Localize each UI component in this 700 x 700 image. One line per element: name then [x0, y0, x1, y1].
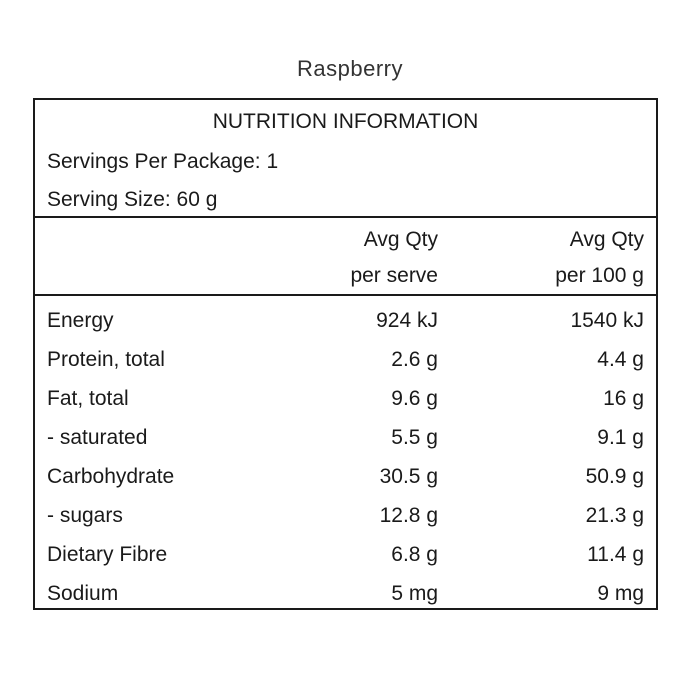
nutrient-name: - sugars [47, 504, 123, 527]
table-row [35, 577, 656, 616]
per-100g-value: 50.9 g [585, 465, 644, 488]
per-serve-value: 6.8 g [391, 543, 438, 566]
col-per-100g-header-line1: Avg Qty [569, 228, 644, 251]
per-100g-value: 11.4 g [587, 543, 644, 566]
per-100g-value: 21.3 g [585, 504, 644, 527]
table-row [35, 538, 656, 577]
nutrient-name: Fat, total [47, 387, 129, 410]
panel-heading: NUTRITION INFORMATION [212, 110, 479, 133]
per-100g-value: 1540 kJ [570, 309, 644, 332]
table-row [35, 343, 656, 382]
per-serve-value: 12.8 g [379, 504, 438, 527]
nutrient-name: - saturated [47, 426, 148, 449]
nutrient-name: Dietary Fibre [47, 543, 168, 566]
column-headers [35, 218, 656, 296]
per-serve-value: 5 mg [391, 582, 438, 605]
table-row [35, 460, 656, 499]
col-per-100g-header-line2: per 100 g [555, 264, 644, 287]
nutrient-name: Protein, total [47, 348, 165, 371]
table-row [35, 382, 656, 421]
col-per-serve-header-line1: Avg Qty [363, 228, 438, 251]
panel-header [35, 100, 656, 218]
table-row [35, 304, 656, 343]
col-per-serve-header-line2: per serve [350, 264, 438, 287]
per-serve-value: 9.6 g [391, 387, 438, 410]
serving-size: Serving Size: 60 g [47, 188, 218, 211]
nutrient-name: Energy [47, 309, 114, 332]
per-100g-value: 9.1 g [597, 426, 644, 449]
nutrition-panel [33, 98, 658, 610]
table-row [35, 421, 656, 460]
nutrient-name: Sodium [47, 582, 119, 605]
nutrient-rows [35, 296, 656, 616]
servings-per-package: Servings Per Package: 1 [47, 150, 279, 173]
product-title: Raspberry [297, 56, 403, 81]
per-serve-value: 5.5 g [391, 426, 438, 449]
per-serve-value: 924 kJ [376, 309, 438, 332]
per-100g-value: 16 g [603, 387, 644, 410]
per-100g-value: 4.4 g [597, 348, 644, 371]
per-100g-value: 9 mg [597, 582, 644, 605]
nutrient-name: Carbohydrate [47, 465, 175, 488]
table-row [35, 499, 656, 538]
per-serve-value: 2.6 g [391, 348, 438, 371]
per-serve-value: 30.5 g [379, 465, 438, 488]
